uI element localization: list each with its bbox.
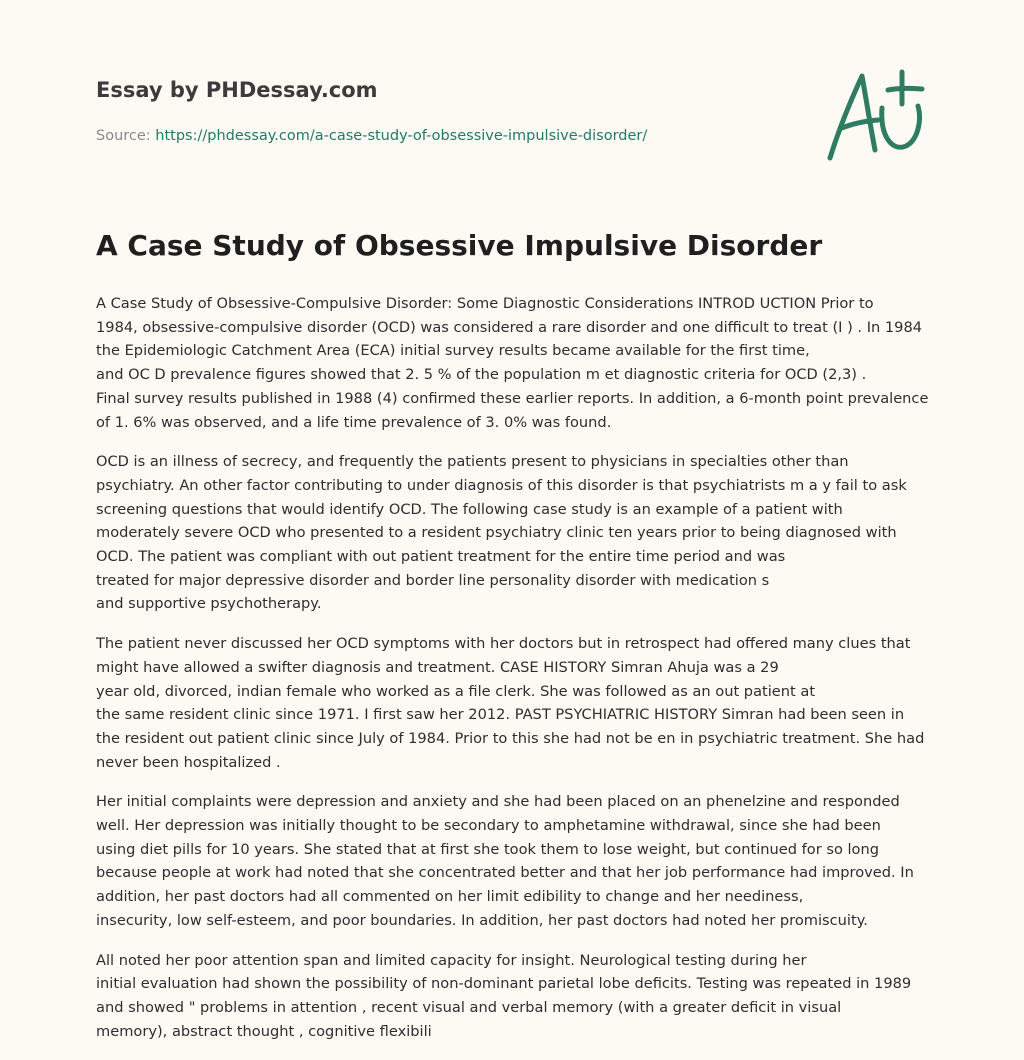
paragraph-line: psychiatry. An other factor contributing to under diagnosis of this disorder is that psychiatrists m a y fail to ask: [96, 476, 907, 494]
paragraph-line: because people at work had noted that she concentrated better and that her job performance had improved. In: [96, 864, 914, 882]
paragraph-line: A Case Study of Obsessive-Compulsive Disorder: Some Diagnostic Considerations INTROD UCTION Prior to: [96, 295, 874, 312]
paragraph-5: [96, 949, 932, 1044]
paragraph-line: Her initial complaints were depression and anxiety and she had been placed on an phenelzine and responded: [96, 793, 900, 811]
paragraph-line: The patient never discussed her OCD symptoms with her doctors but in retrospect had offered many clues that: [96, 635, 911, 653]
source-link[interactable]: https://phdessay.com/a-case-study-of-obsessive-impulsive-disorder/: [155, 128, 648, 144]
paragraph-4: [96, 790, 932, 932]
paragraph-line: the resident out patient clinic since July of 1984. Prior to this she had not be en in psychiatric treatment. She had: [96, 729, 925, 747]
paragraph-line: never been hospitalized .: [96, 753, 281, 771]
paragraph-line: well. Her depression was initially thought to be secondary to amphetamine withdrawal, since she had been: [96, 817, 881, 835]
paragraph-3: [96, 632, 932, 774]
paragraph-line: and supportive psychotherapy.: [96, 595, 322, 613]
paragraph-1: [96, 292, 932, 434]
paragraph-line: year old, divorced, indian female who worked as a file clerk. She was followed as an out patient at: [96, 682, 816, 700]
paragraph-line: screening questions that would identify OCD. The following case study is an example of a patient with: [96, 500, 843, 518]
paragraph-line: memory), abstract thought , cognitive flexibili: [96, 1022, 432, 1040]
essay-title: A Case Study of Obsessive Impulsive Disorder: [96, 229, 823, 262]
paragraph-line: the Epidemiologic Catchment Area (ECA) initial survey results became available for the first time,: [96, 342, 810, 360]
paragraph-line: and OC D prevalence figures showed that 2. 5 % of the population m et diagnostic criteria for OCD (2,3) .: [96, 366, 867, 384]
paragraph-line: All noted her poor attention span and limited capacity for insight. Neurological testing during her: [96, 951, 807, 969]
source-label: Source:: [96, 128, 156, 144]
source-line: [96, 126, 796, 146]
paragraph-line: OCD is an illness of secrecy, and frequently the patients present to physicians in specialties other than: [96, 453, 849, 471]
paragraph-line: might have allowed a swifter diagnosis and treatment. CASE HISTORY Simran Ahuja was a 29: [96, 658, 779, 676]
paragraph-line: addition, her past doctors had all commented on her limit edibility to change and her neediness,: [96, 888, 804, 906]
paragraph-line: and showed " problems in attention , recent visual and verbal memory (with a greater deficit in visual: [96, 998, 842, 1016]
paragraph-line: moderately severe OCD who presented to a resident psychiatry clinic ten years prior to being diagnosed with: [96, 524, 897, 542]
a-plus-logo: [820, 66, 932, 166]
paragraph-line: initial evaluation had shown the possibility of non-dominant parietal lobe deficits. Testing was repeated in 1989: [96, 975, 912, 993]
page-header: [96, 76, 796, 146]
paragraph-line: the same resident clinic since 1971. I first saw her 2012. PAST PSYCHIATRIC HISTORY Simran had been seen in: [96, 706, 905, 724]
essay-content: [96, 226, 932, 1059]
a-plus-logo-graphic: [820, 66, 932, 166]
paragraph-line: 1984, obsessive-compulsive disorder (OCD) was considered a rare disorder and one difficult to treat (I ) . In 1984: [96, 318, 923, 336]
paragraph-line: using diet pills for 10 years. She stated that at first she took them to lose weight, but continued for so long: [96, 840, 880, 858]
paragraph-line: Final survey results published in 1988 (4) confirmed these earlier reports. In addition, a 6-month point prevalence: [96, 389, 929, 407]
paragraph-2: [96, 450, 932, 616]
paragraph-line: of 1. 6% was observed, and a life time prevalence of 3. 0% was found.: [96, 413, 612, 431]
paragraph-line: OCD. The patient was compliant with out patient treatment for the entire time period and was: [96, 548, 786, 566]
site-title: Essay by PHDessay.com: [96, 78, 378, 102]
paragraph-line: treated for major depressive disorder and border line personality disorder with medication s: [96, 571, 770, 589]
paragraph-line: insecurity, low self-esteem, and poor boundaries. In addition, her past doctors had noted her promiscuity.: [96, 911, 868, 929]
